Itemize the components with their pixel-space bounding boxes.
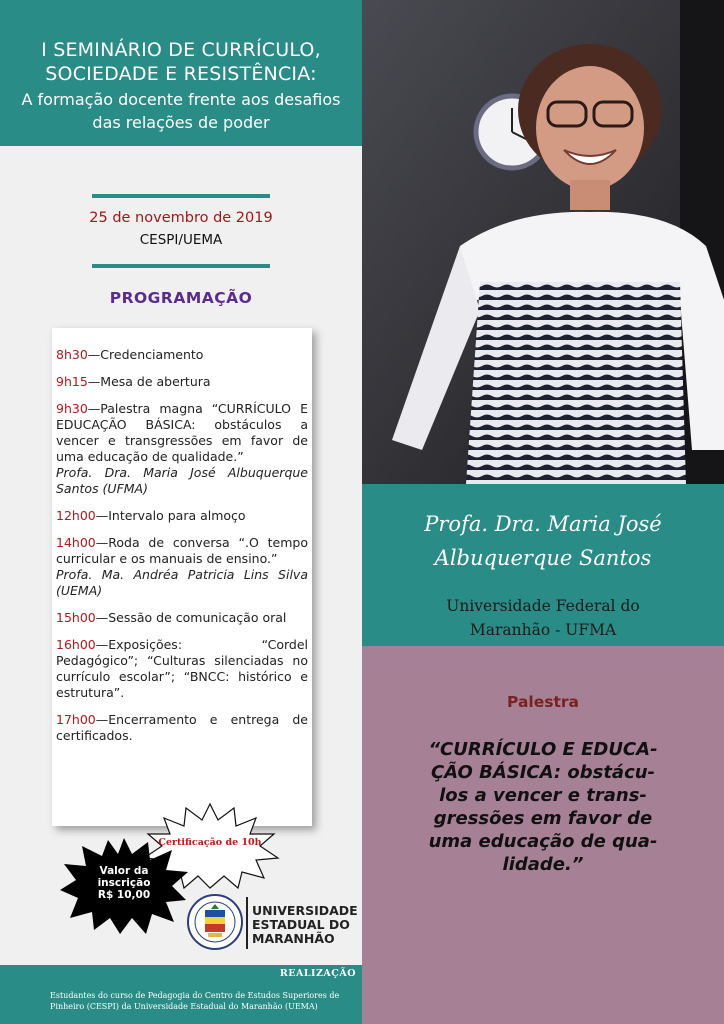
footer-heading: REALIZAÇÃO <box>279 968 356 979</box>
schedule-item: 8h30—Credenciamento <box>56 347 204 362</box>
schedule-item: 9h30—Palestra magna “CURRÍCULO E EDUCAÇÃO BÁSICA: obstáculos a vencer e transgressões em favor de uma educação de qualidade.” Profa. Dra. Maria José Albuquerque Santos (UFMA) <box>56 401 308 496</box>
university-seal-icon <box>186 893 244 951</box>
schedule-panel <box>52 328 312 826</box>
schedule-item: 12h00—Intervalo para almoço <box>56 508 246 523</box>
divider-top <box>92 194 270 198</box>
schedule-speaker: Profa. Dra. Maria José Albuquerque Santos (UFMA) <box>56 465 308 496</box>
lecture-title: “CURRÍCULO E EDUCA- ÇÃO BÁSICA: obstácu- los a vencer e trans- gressões em favor de uma educação de qua- lidade.” <box>428 739 658 875</box>
event-venue: CESPI/UEMA <box>139 232 223 248</box>
registration-fee: Valor da inscrição R$ 10,00 <box>97 865 151 901</box>
speaker-photo-illustration <box>362 0 724 484</box>
event-date: 25 de novembro de 2019 <box>89 210 273 226</box>
event-title-banner <box>0 0 362 146</box>
logo-divider <box>246 897 248 949</box>
schedule-item: 17h00—Encerramento e entrega de certificados. <box>56 712 308 743</box>
schedule-item: 16h00—Exposições: “Cordel Pedagógico”; “Culturas silenciadas no currículo escolar”; “BNCC: histórico e estrutura”. <box>56 637 308 700</box>
speaker-university: Universidade Federal do Maranhão - UFMA <box>446 597 640 639</box>
event-title: I SEMINÁRIO DE CURRÍCULO, SOCIEDADE E RESISTÊNCIA: <box>41 39 321 85</box>
schedule-item: 15h00—Sessão de comunicação oral <box>56 610 287 625</box>
speaker-name: Profa. Dra. Maria José Albuquerque Santos <box>424 512 662 570</box>
schedule-item: 9h15—Mesa de abertura <box>56 374 211 389</box>
schedule-item: 14h00—Roda de conversa “.O tempo curricular e os manuais de ensino.” Profa. Ma. Andréa Patricia Lins Silva (UEMA) <box>56 535 308 598</box>
certificate-label: Certificação de 10h <box>158 837 262 848</box>
footer-text: Estudantes do curso de Pedagogia do Centro de Estudos Superiores de Pinheiro (CESPI) da Universidade Estadual do Maranhão (UEMA) <box>50 991 340 1011</box>
program-heading: PROGRAMAÇÃO <box>109 289 253 307</box>
divider-bottom <box>92 264 270 268</box>
schedule-speaker: Profa. Ma. Andréa Patricia Lins Silva (UEMA) <box>56 567 308 598</box>
university-logo-text: UNIVERSIDADE ESTADUAL DO MARANHÃO <box>252 903 358 946</box>
speaker-photo <box>362 0 724 484</box>
event-subtitle: A formação docente frente aos desafios das relações de poder <box>21 90 341 132</box>
lecture-label: Palestra <box>507 693 579 711</box>
